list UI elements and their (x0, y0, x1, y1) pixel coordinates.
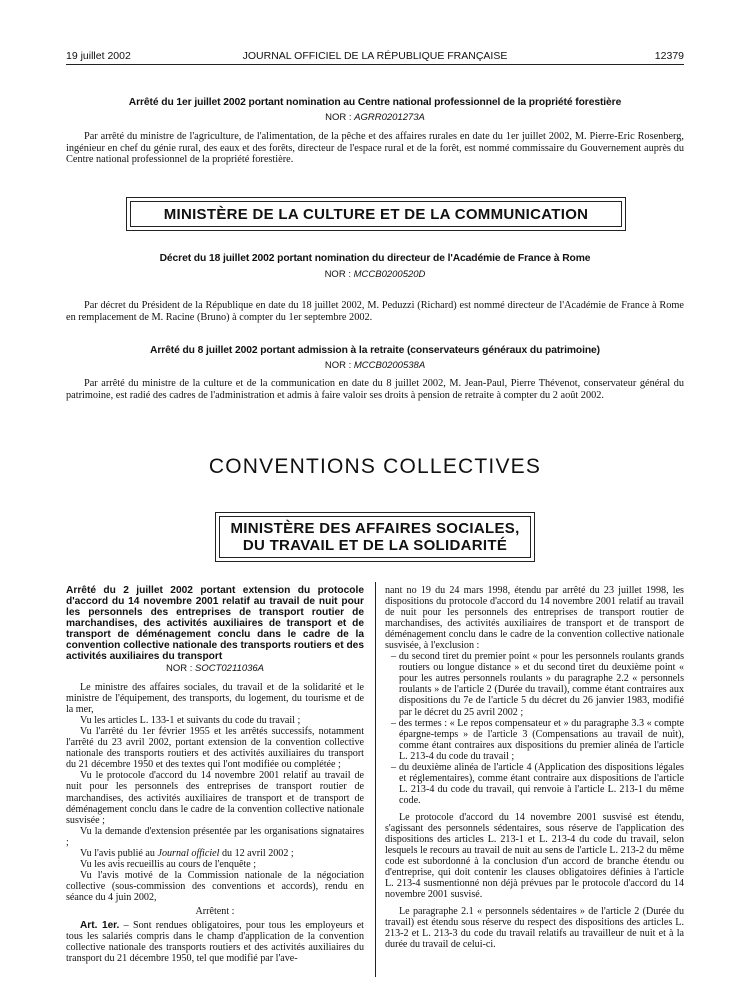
arrete2-text: Par arrêté du ministre de la culture et de la communication en date du 8 juillet 2002, M. Jean-Paul, Pierre Thévenot, conservateur général du patrimoine, est radié des cadres de l'administration et admis à faire valoir ses droits à pension de retraite à compter du 2 août 2002. (66, 378, 684, 401)
header-date: 19 juillet 2002 (66, 50, 131, 62)
right-bullet: – du second tiret du premier point « pour les personnels roulants grands routiers ou longue distance » et du second tiret du deuxième point « pour les autres personnels roulants » du paragraphe 2.2 « personnels roulants » de l'article 2 (Durée du travail), comme étant contraires aux dispositions du 7e de l'article 5 du décret du 26 janvier 1983, modifié par le décret du 25 avril 2002 ; (391, 651, 684, 718)
arrete2-nor: NOR : MCCB0200538A (324, 360, 426, 371)
section-heading: CONVENTIONS COLLECTIVES (208, 455, 542, 478)
arrete1-text: Par arrêté du ministre de l'agriculture, de l'alimentation, de la pêche et des affaires rurales en date du 1er juillet 2002, M. Pierre-Eric Rosenberg, ingénieur en chef du génie rural, des eaux et des forêts, directeur de l'espace rural et de la forêt, est nommé commissaire du Gouvernement auprès du Centre national professionnel de la propriété forestière. (66, 131, 684, 165)
column-divider (375, 582, 376, 977)
left-arrete-title: Arrêté du 2 juillet 2002 portant extension du protocole d'accord du 14 novembre 2001 relatif au travail de nuit pour les personnels des entreprises de transport routier de marchandises, des activités auxiliaires de transport et de transport de déménagement conclu dans le cadre de la convention collective nationale des transports routiers et des activités auxiliaires du transport (66, 585, 364, 662)
arrete2-title: Arrêté du 8 juillet 2002 portant admission à la retraite (conservateurs généraux du patrimoine) (150, 345, 600, 356)
left-arrete-nor: NOR : SOCT0211036A (165, 663, 265, 674)
ministere-culture-label: MINISTÈRE DE LA CULTURE ET DE LA COMMUNICATION (163, 205, 589, 223)
article-1-label: Art. 1er. (80, 920, 120, 932)
right-para: Le protocole d'accord du 14 novembre 2001 susvisé est étendu, s'agissant des personnels sédentaires, sous réserve de l'application des dispositions des articles L. 213-1 et L. 213-4 du code du travail, selon lesquels le recours au travail de nuit au sens de l'article L. 213-2 du même code est subordonné à la conclusion d'un accord de branche étendu ou d'entreprise, qui doit contenir les clauses obligatoires définies à l'article L. 213-4 susmentionné non déjà prévues par le protocole d'accord du 14 novembre 2001 susvisé. (385, 811, 684, 901)
left-para: Vu l'avis motivé de la Commission nationale de la négociation collective (sous-commission des conventions et accords), rendu en séance du 4 juin 2002, (66, 869, 364, 903)
decret-title: Décret du 18 juillet 2002 portant nomination du directeur de l'Académie de France à Rome (159, 253, 591, 264)
ministere-affaires-sociales-box (215, 512, 535, 562)
left-para-jo: Vu l'avis publié au Journal officiel du 12 avril 2002 ; (80, 847, 294, 859)
left-para: Le ministre des affaires sociales, du travail et de la solidarité et le ministre de l'équipement, des transports, du logement, du tourisme et de la mer, (66, 682, 364, 716)
arrete1-nor: NOR : AGRR0201273A (325, 112, 425, 123)
right-bullet: – des termes : « Le repos compensateur et » du paragraphe 3.3 « compte épargne-temps » de l'article 3 (Compensations au travail de nuit), comme étant contraires aux dispositions du premier alinéa de l'article L. 213-4 du code du travail ; (391, 717, 684, 762)
arretent: Arrêtent : (195, 905, 235, 917)
header-rule (66, 64, 684, 65)
left-column (66, 585, 364, 964)
left-para: Vu les avis recueillis au cours de l'enquête ; (80, 858, 257, 870)
decret-nor: NOR : MCCB0200520D (324, 269, 426, 280)
decret-text: Par décret du Président de la République en date du 18 juillet 2002, M. Peduzzi (Richard) est nommé directeur de l'Académie de France à Rome en remplacement de M. Racine (Bruno) à compter du 1er septembre 2002. (66, 300, 684, 323)
left-para: Vu le protocole d'accord du 14 novembre 2001 relatif au travail de nuit pour les personnels des entreprises de transport routier de marchandises, des activités auxiliaires de transport et de transport de déménagement conclu dans le cadre de la convention collective nationale susvisée ; (66, 770, 364, 826)
arrete1-title: Arrêté du 1er juillet 2002 portant nomination au Centre national professionnel de la propriété forestière (128, 97, 622, 108)
header-journal-title: JOURNAL OFFICIEL DE LA RÉPUBLIQUE FRANÇAISE (242, 50, 508, 62)
left-para: Vu les articles L. 133-1 et suivants du code du travail ; (80, 715, 301, 727)
header-page-number: 12379 (654, 50, 684, 62)
right-column (385, 585, 684, 951)
left-para: Vu l'arrêté du 1er février 1955 et les arrêtés successifs, notamment l'arrêté du 23 avril 2002, portant extension de la convention collective nationale des transports routiers et des activités auxiliaires du transport du 21 décembre 1950 et des textes qui l'ont modifiée ou complétée ; (66, 726, 364, 771)
right-para: Le paragraphe 2.1 « personnels sédentaires » de l'article 2 (Durée du travail) est étendu sous réserve du respect des dispositions des articles L. 213-2 et L. 213-3 du code du travail relatifs au travailleur de nuit et à la durée du travail de celui-ci. (385, 906, 684, 951)
right-para: nant no 19 du 24 mars 1998, étendu par arrêté du 23 juillet 1998, les dispositions du protocole d'accord du 14 novembre 2001 relatif au travail de nuit pour les personnels des entreprises de transport routier de marchandises, des activités auxiliaires de transport et de transport de déménagement conclu dans le cadre de la convention collective nationale susvisée, à l'exclusion : (385, 585, 684, 652)
ministere-culture-box (126, 197, 626, 231)
right-bullet: – du deuxième alinéa de l'article 4 (Application des dispositions légales et réglementaires), comme étant contraire aux dispositions de l'article L. 213-4 du code du travail, qui renvoie à l'article L. 213-1 du même code. (391, 761, 684, 806)
ministere-affaires-sociales-label: MINISTÈRE DES AFFAIRES SOCIALES, DU TRAVAIL ET DE LA SOLIDARITÉ (230, 520, 520, 554)
article-1: Art. 1er. – Sont rendues obligatoires, pour tous les employeurs et tous les salariés compris dans le champ d'application de la convention collective nationale des transports routiers et des activités auxiliaires du transport du 21 décembre 1950, tel que modifié par l'ave- (66, 920, 364, 965)
left-para: Vu la demande d'extension présentée par les organisations signataires ; (66, 825, 364, 848)
